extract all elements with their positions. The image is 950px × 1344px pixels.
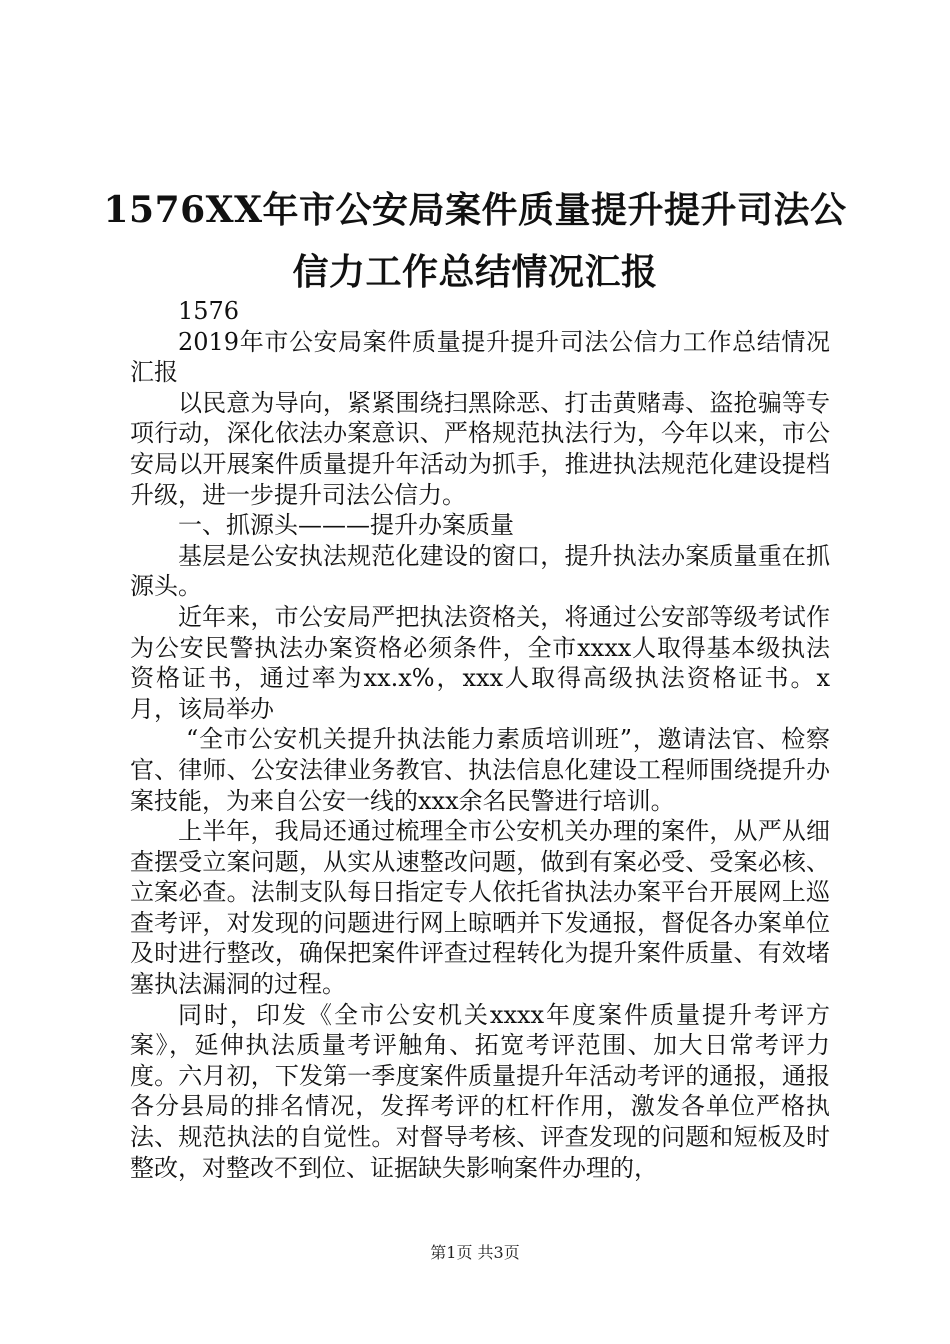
document-title-line-1: 1576XX年市公安局案件质量提升提升司法公 [103,189,847,231]
paragraph: 基层是公安执法规范化建设的窗口，提升执法办案质量重在抓源头。 [130,541,830,601]
paragraph-intro: 以民意为导向，紧紧围绕扫黑除恶、打击黄赌毒、盗抢骗等专项行动，深化依法办案意识、严格规范执法行为，今年以来，市公安局以开展案件质量提升年活动为抓手，推进执法规范化建设提档升级，进一步提升司法公信力。 [130,388,830,509]
paragraph-number: 1576 [178,297,240,325]
paragraph: 近年来，市公安局严把执法资格关，将通过公安部等级考试作为公安民警执法办案资格必须条件，全市xxxx人取得基本级执法资格证书，通过率为xx.x%，xxx人取得高级执法资格证书。x月，该局举办 [130,602,830,723]
paragraph: “全市公安机关提升执法能力素质培训班”，邀请法官、检察官、律师、公安法律业务教官、执法信息化建设工程师围绕提升办案技能，为来自公安一线的xxx余名民警进行培训。 [130,725,830,815]
paragraph: 上半年，我局还通过梳理全市公安机关办理的案件，从严从细查摆受立案问题，从实从速整改问题，做到有案必受、受案必核、立案必查。法制支队每日指定专人依托省执法办案平台开展网上巡查考评，对发现的问题进行网上晾晒并下发通报，督促各办案单位及时进行整改，确保把案件评查过程转化为提升案件质量、有效堵塞执法漏洞的过程。 [130,817,830,999]
paragraph-subtitle: 2019年市公安局案件质量提升提升司法公信力工作总结情况汇报 [130,327,830,387]
document-title-line-2: 信力工作总结情况汇报 [292,251,658,293]
paragraph: 同时，印发《全市公安机关xxxx年度案件质量提升考评方案》，延伸执法质量考评触角、拓宽考评范围、加大日常考评力度。六月初，下发第一季度案件质量提升年活动考评的通报，通报各分县局的排名情况，发挥考评的杠杆作用，激发各单位严格执法、规范执法的自觉性。对督导考核、评查发现的问题和短板及时整改，对整改不到位、证据缺失影响案件办理的， [130,1000,830,1182]
document-body [130,296,830,1183]
section-heading: 一、抓源头———提升办案质量 [178,511,514,540]
page-number-footer: 第1页 共3页 [430,1243,520,1262]
